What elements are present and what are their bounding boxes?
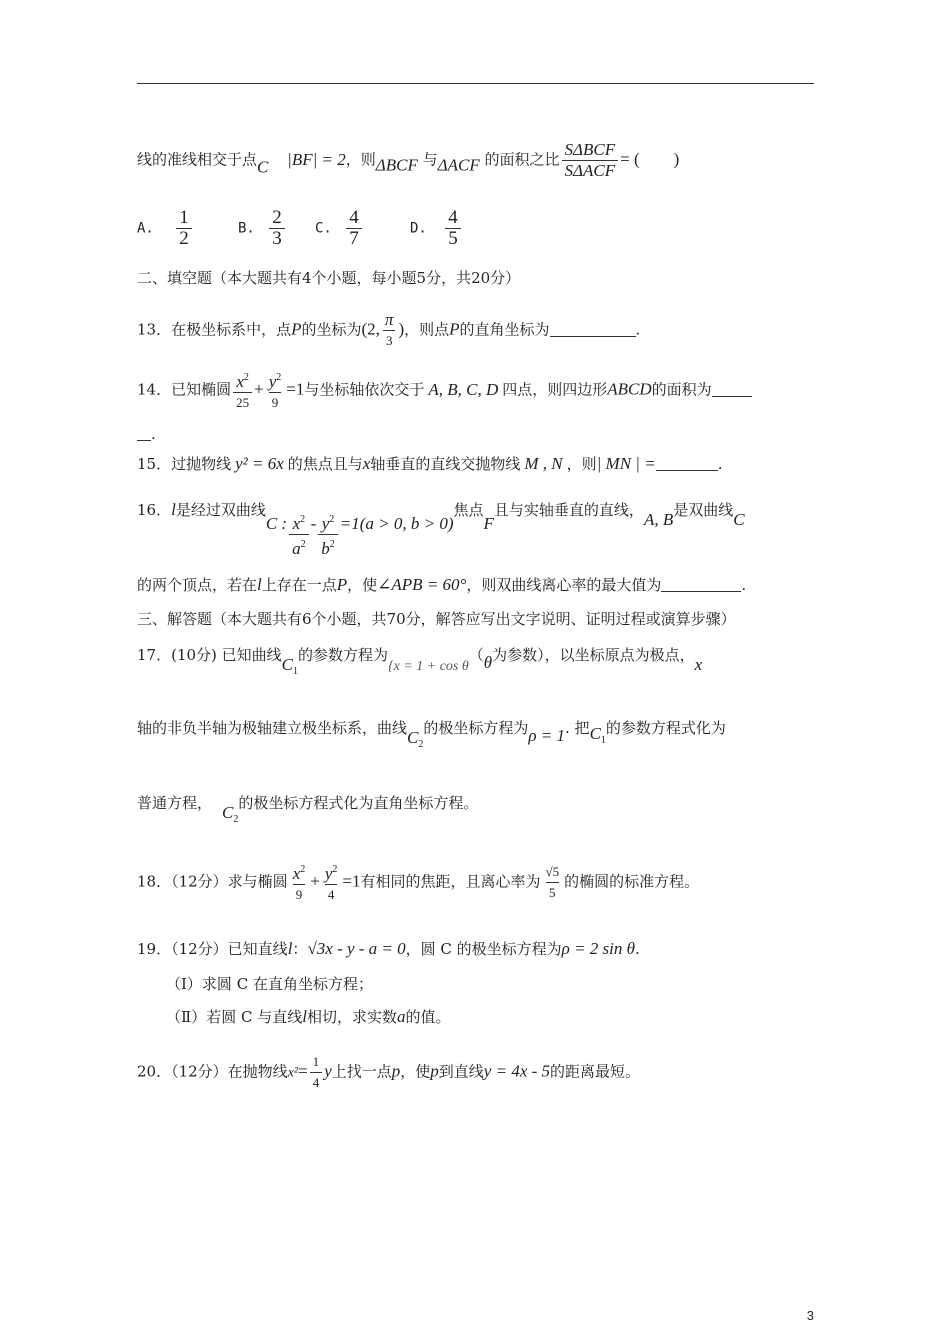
math-expr: A, B, C, D <box>428 379 499 399</box>
math-var: x <box>694 655 703 674</box>
question-19-part2 <box>166 1007 450 1027</box>
option-label: A. <box>137 220 154 237</box>
fraction-numerator: 1 <box>179 207 189 228</box>
math-var: C : <box>265 514 288 533</box>
fraction-denominator: 5 <box>445 228 461 249</box>
option-label: B. <box>238 220 255 237</box>
math-expr: M , N <box>524 454 563 473</box>
math-var: a <box>292 539 301 558</box>
text: . <box>717 455 723 473</box>
fraction-numerator: SΔBCF <box>564 140 616 159</box>
text: 18．（12分）求与椭圆 <box>137 872 288 891</box>
text: 的值。 <box>405 1008 451 1026</box>
math-expr: A, B <box>643 510 674 529</box>
text: （ <box>468 646 484 664</box>
answer-blank <box>656 456 718 471</box>
math-var: C <box>589 724 601 743</box>
text: ，使 <box>400 1062 431 1081</box>
answer-blank <box>137 426 151 441</box>
text: 的极坐标方程式化为直角坐标方程。 <box>238 794 479 812</box>
math-var: F <box>483 514 494 533</box>
text: . <box>741 576 747 594</box>
math-var: a <box>396 1007 406 1026</box>
option-d <box>410 208 463 249</box>
math-var: y <box>324 864 333 883</box>
text: . <box>151 425 156 443</box>
text: 有相同的焦距，且离心率为 <box>360 872 541 891</box>
area-ratio-fraction <box>562 140 619 181</box>
question-18: 18．（12分）求与椭圆 $\frac{x^2}{9}$ + $\frac{y^2}{4}$ =1有相同的焦距，且离心率为 $\frac{√5}{5}$ 的椭圆的标准方程。 <box>137 860 699 905</box>
option-label: C. <box>315 220 332 237</box>
text: 相切，求实数 <box>306 1008 397 1026</box>
math-expr: ΔACF <box>437 155 480 175</box>
math-var: x <box>292 864 301 883</box>
math-expr: |BF| = 2 <box>287 149 346 169</box>
fraction-denominator: 2 <box>176 228 192 249</box>
header-rule <box>137 83 814 84</box>
text: ，圆 C 的极坐标方程为 <box>405 940 562 958</box>
math-expr: =1(a > 0, b > 0) <box>339 514 454 533</box>
math-var: x <box>236 372 244 391</box>
text: 的坐标为 <box>301 320 362 339</box>
fraction-denominator: 3 <box>269 228 285 249</box>
math-var: P <box>291 319 302 339</box>
math-expr: √3x - y - a = 0 <box>307 939 406 958</box>
text: 的面积为 <box>651 380 712 399</box>
text: 到直线 <box>438 1062 484 1081</box>
text: 与坐标轴依次交于 <box>304 380 425 399</box>
text: 16． <box>137 501 172 519</box>
math-expr: ΔBCF <box>375 155 418 175</box>
text: 轴的非负半轴为极轴建立极坐标系，曲线 <box>137 719 408 737</box>
math-var: θ <box>483 653 493 672</box>
text: 的参数方程式化为 <box>605 719 726 737</box>
fraction-denominator: 9 <box>293 884 306 905</box>
text: 17．(10分) 已知曲线 <box>137 646 282 664</box>
math-var: l <box>171 500 176 519</box>
text: 14．已知椭圆 <box>137 380 232 399</box>
page-number: 3 <box>806 1308 814 1323</box>
fraction-numerator: 2 <box>272 207 282 228</box>
text: 的椭圆的标准方程。 <box>564 872 700 891</box>
text: 的参数方程为 <box>298 646 389 664</box>
math-expr: ρ = 2 sin θ <box>561 939 635 958</box>
question-14: 14．已知椭圆 $\frac{x^2}{25}$ + $\frac{y^2}{9}$ =1与坐标轴依次交于 A, B, C, D 四点，则四边形ABCD的面积为 <box>137 368 752 413</box>
math-var: b <box>321 539 330 558</box>
math-var: P <box>449 319 460 339</box>
q12-tail <box>137 140 679 181</box>
question-17-line2: 轴的非负半轴为极轴建立极坐标系，曲线$C_2$的极坐标方程为ρ = 1. 把$C_1$的参数方程式化为 <box>137 719 726 750</box>
math-var: C <box>222 803 234 822</box>
text: 是双曲线 <box>673 501 734 519</box>
math-var: y <box>324 1061 332 1081</box>
answer-paren: = ( ) <box>620 149 680 169</box>
question-13 <box>137 310 640 351</box>
text: 15．过抛物线 <box>137 455 232 473</box>
fraction-denominator: 5 <box>546 882 559 903</box>
math-var: p <box>430 1061 439 1081</box>
answer-blank <box>661 577 741 592</box>
math-var: C <box>407 728 419 747</box>
text: 的焦点且与 <box>287 455 363 473</box>
text: 是经过双曲线 <box>175 501 266 519</box>
math-var: l <box>257 575 262 594</box>
text: ，则双曲线离心率的最大值为 <box>466 576 662 594</box>
question-16: 16．l是经过双曲线C : $\frac{x^2}{a^2}$ - $\frac{y^2}{b^2}$ =1(a > 0, b > 0)焦点F且与实轴垂直的直线，A, B是双曲线C <box>137 500 745 558</box>
question-19-part1: （Ⅰ）求圆 C 在直角坐标方程； <box>166 975 373 993</box>
text: 为参数），以坐标原点为极点， <box>492 646 695 664</box>
text: ，则 <box>345 150 376 169</box>
fraction-denominator: 4 <box>325 884 338 905</box>
text: 轴垂直的直线交抛物线 <box>370 455 521 473</box>
math-expr: ABCD <box>607 379 652 399</box>
text: 13．在极坐标系中，点 <box>137 320 292 339</box>
question-15 <box>137 454 722 474</box>
math-var: x <box>292 514 301 533</box>
math-var: C <box>281 655 293 674</box>
text: 的距离最短。 <box>550 1062 641 1081</box>
text: 的面积之比 <box>484 150 560 169</box>
math-var: C <box>733 510 745 529</box>
section-heading-solutions: 三、解答题（本大题共有6个小题，共70分，解答应写出文字说明、证明过程或演算步骤） <box>137 610 736 628</box>
text: 20．（12分）在抛物线 <box>137 1062 288 1081</box>
math-expr: =1 <box>342 871 361 891</box>
text: ，则点 <box>404 320 450 339</box>
text: 19．（12分）已知直线 <box>137 940 288 958</box>
text: 线的准线相交于点 <box>137 150 258 169</box>
math-var: l <box>287 939 293 958</box>
text: 与 <box>422 150 438 169</box>
math-var: y <box>321 514 330 533</box>
math-expr: =1 <box>286 379 305 399</box>
text: 的两个顶点，若在 <box>137 576 258 594</box>
math-var: P <box>336 575 348 594</box>
option-a <box>137 208 194 249</box>
section-heading-fill-in: 二、填空题（本大题共有4个小题，每小题5分，共20分） <box>137 269 521 287</box>
math-expr: y² = 6x <box>235 454 284 473</box>
fraction-denominator: 3 <box>383 330 396 351</box>
math-expr: y = 4x - 5 <box>483 1061 551 1081</box>
text: 四点，则四边形 <box>502 380 608 399</box>
math-var: C <box>257 157 269 177</box>
fraction-denominator: 9 <box>269 392 282 413</box>
math-expr: = <box>298 1061 308 1081</box>
text: ： <box>292 940 308 958</box>
text: 焦点 <box>453 501 484 519</box>
math-expr: ) <box>398 319 405 339</box>
text: 上存在一点 <box>261 576 337 594</box>
parametric-system: {x = 1 + cos θ <box>388 659 469 674</box>
question-14-wrap <box>137 424 156 444</box>
math-var: y <box>268 372 277 391</box>
math-expr: | MN | = <box>596 454 656 473</box>
fraction-numerator: 4 <box>448 207 458 228</box>
answer-blank <box>550 322 636 337</box>
question-19 <box>137 939 640 959</box>
text: （Ⅱ）若圆 C 与直线 <box>166 1008 303 1026</box>
fraction-denominator: 7 <box>346 228 362 249</box>
answer-blank <box>712 382 752 397</box>
math-expr: ρ = 1 <box>528 726 566 745</box>
text: 上找一点 <box>331 1062 392 1081</box>
text: 的直角坐标为 <box>459 320 550 339</box>
option-b <box>238 208 287 249</box>
text: 且与实轴垂直的直线， <box>493 501 644 519</box>
fraction-denominator: 4 <box>310 1072 323 1093</box>
math-expr: ∠APB = 60° <box>377 575 467 594</box>
text: . 把 <box>565 719 590 737</box>
fraction-numerator: 4 <box>349 207 359 228</box>
math-expr: x² <box>287 1065 299 1081</box>
question-17: 17．(10分) 已知曲线$C_1$的参数方程为{x = 1 + cos θ（θ为参数），以坐标原点为极点，x <box>137 646 703 677</box>
math-var: p <box>391 1061 401 1081</box>
option-c <box>315 208 364 249</box>
text: ，使 <box>347 576 378 594</box>
text: 的极坐标方程为 <box>423 719 529 737</box>
question-17-line3: 普通方程， $C_2$的极坐标方程式化为直角坐标方程。 <box>137 794 479 825</box>
text: ，则 <box>566 455 597 473</box>
fraction-numerator: 1 <box>312 1054 320 1069</box>
question-16-cont <box>137 575 746 595</box>
fraction-denominator: 25 <box>233 392 252 413</box>
fraction-numerator: π <box>384 310 394 329</box>
math-var: x <box>362 454 371 473</box>
math-expr: (2, <box>361 319 380 339</box>
text: . <box>635 320 641 339</box>
fraction-denominator: SΔACF <box>562 160 619 181</box>
math-var: l <box>302 1007 307 1026</box>
text: 普通方程， <box>137 794 213 812</box>
option-label: D. <box>410 220 427 237</box>
fraction-numerator: √5 <box>545 864 560 879</box>
question-20 <box>137 1052 640 1093</box>
text: . <box>635 940 640 958</box>
